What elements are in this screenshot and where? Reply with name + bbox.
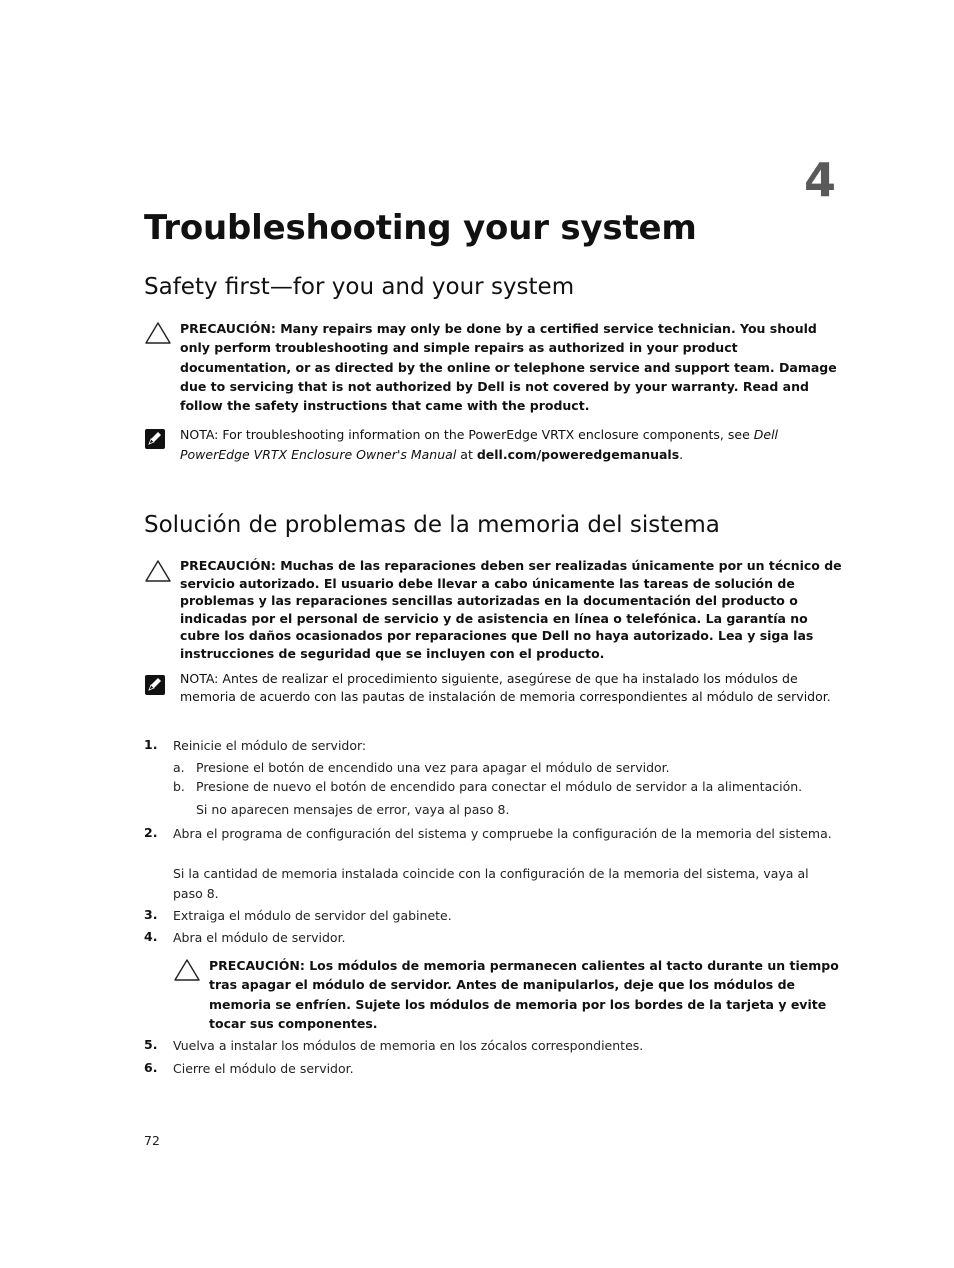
chapter-title: Troubleshooting your system	[144, 208, 697, 248]
warning-triangle-icon	[144, 321, 172, 349]
substep-letter: b.	[173, 779, 185, 794]
note-text	[180, 425, 839, 464]
note-label: NOTA:	[180, 671, 219, 686]
caution-text: PRECAUCIÓN: Muchas de las reparaciones deben ser realizadas únicamente por un técnico de servicio autorizado. El usuario debe llevar a cabo únicamente las tareas de solución de problemas y las reparaciones sencillas autorizadas en la documentación del producto o indicadas por el personal de servicio y de asistencia en línea o telefónica. La garantía no cubre los daños ocasionados por reparaciones que Dell no haya autorizado. Lea y siga las instrucciones de seguridad que se incluyen con el producto.	[180, 558, 842, 661]
step-text: Cierre el módulo de servidor.	[173, 1061, 354, 1076]
chapter-number: 4	[803, 153, 836, 207]
step-number: 3.	[144, 907, 158, 922]
pencil-note-icon	[144, 674, 166, 700]
warning-triangle-icon	[173, 958, 201, 986]
page-number: 72	[144, 1133, 160, 1148]
step-text: Abra el programa de configuración del sistema y compruebe la configuración de la memoria del sistema.	[173, 826, 832, 841]
caution-notice	[173, 956, 839, 1036]
step-text: Abra el módulo de servidor.	[173, 930, 346, 945]
note-notice	[144, 425, 839, 467]
substep-followup: Si no aparecen mensajes de error, vaya al paso 8.	[196, 802, 510, 817]
substep-text: Presione el botón de encendido una vez para apagar el módulo de servidor.	[196, 760, 670, 775]
manual-title: Dell PowerEdge VRTX Enclosure Owner's Manual	[180, 427, 779, 462]
step-number: 4.	[144, 929, 158, 944]
substep-text: Presione de nuevo el botón de encendido para conectar el módulo de servidor a la alimentación.	[196, 779, 803, 794]
step-text: Vuelva a instalar los módulos de memoria en los zócalos correspondientes.	[173, 1038, 644, 1053]
note-text	[180, 670, 839, 705]
caution-text: PRECAUCIÓN: Many repairs may only be done by a certified service technician. You should only perform troubleshooting and simple repairs as authorized in your product documentation, or as directed by the online or telephone service and support team. Damage due to servicing that is not authorized by Dell is not covered by your warranty. Read and follow the safety instructions that came with the product.	[180, 321, 837, 414]
note-body: Antes de realizar el procedimiento siguiente, asegúrese de que ha instalado los módulos de memoria de acuerdo con las pautas de instalación de memoria correspondientes al módulo de servidor.	[180, 671, 831, 704]
pencil-note-icon	[144, 428, 166, 454]
step-followup: Si la cantidad de memoria instalada coincide con la configuración de la memoria del sistema, vaya al paso 8.	[173, 866, 809, 901]
section-heading-memory: Solución de problemas de la memoria del sistema	[144, 512, 720, 538]
section-heading-safety: Safety first—for you and your system	[144, 274, 575, 300]
note-at: at	[460, 446, 473, 462]
step-number: 2.	[144, 825, 158, 840]
step-number: 6.	[144, 1060, 158, 1075]
manual-url[interactable]: dell.com/poweredgemanuals	[476, 446, 680, 462]
note-notice	[144, 670, 839, 728]
caution-notice	[144, 319, 839, 419]
substep-letter: a.	[173, 760, 185, 775]
caution-notice	[144, 557, 844, 665]
note-label: NOTA:	[180, 427, 219, 442]
step-number: 5.	[144, 1037, 158, 1052]
step-number: 1.	[144, 737, 158, 752]
note-body: For troubleshooting information on the PowerEdge VRTX enclosure components, see	[222, 427, 750, 442]
note-end: .	[679, 446, 684, 462]
caution-text: PRECAUCIÓN: Los módulos de memoria permanecen calientes al tacto durante un tiempo tras apagar el módulo de servidor. Antes de manipularlos, deje que los módulos de memoria se enfríen. Sujete los módulos de memoria por los bordes de la tarjeta y evite tocar sus componentes.	[209, 958, 839, 1031]
warning-triangle-icon	[144, 559, 172, 587]
step-text: Extraiga el módulo de servidor del gabinete.	[173, 908, 452, 923]
step-text: Reinicie el módulo de servidor:	[173, 738, 367, 753]
